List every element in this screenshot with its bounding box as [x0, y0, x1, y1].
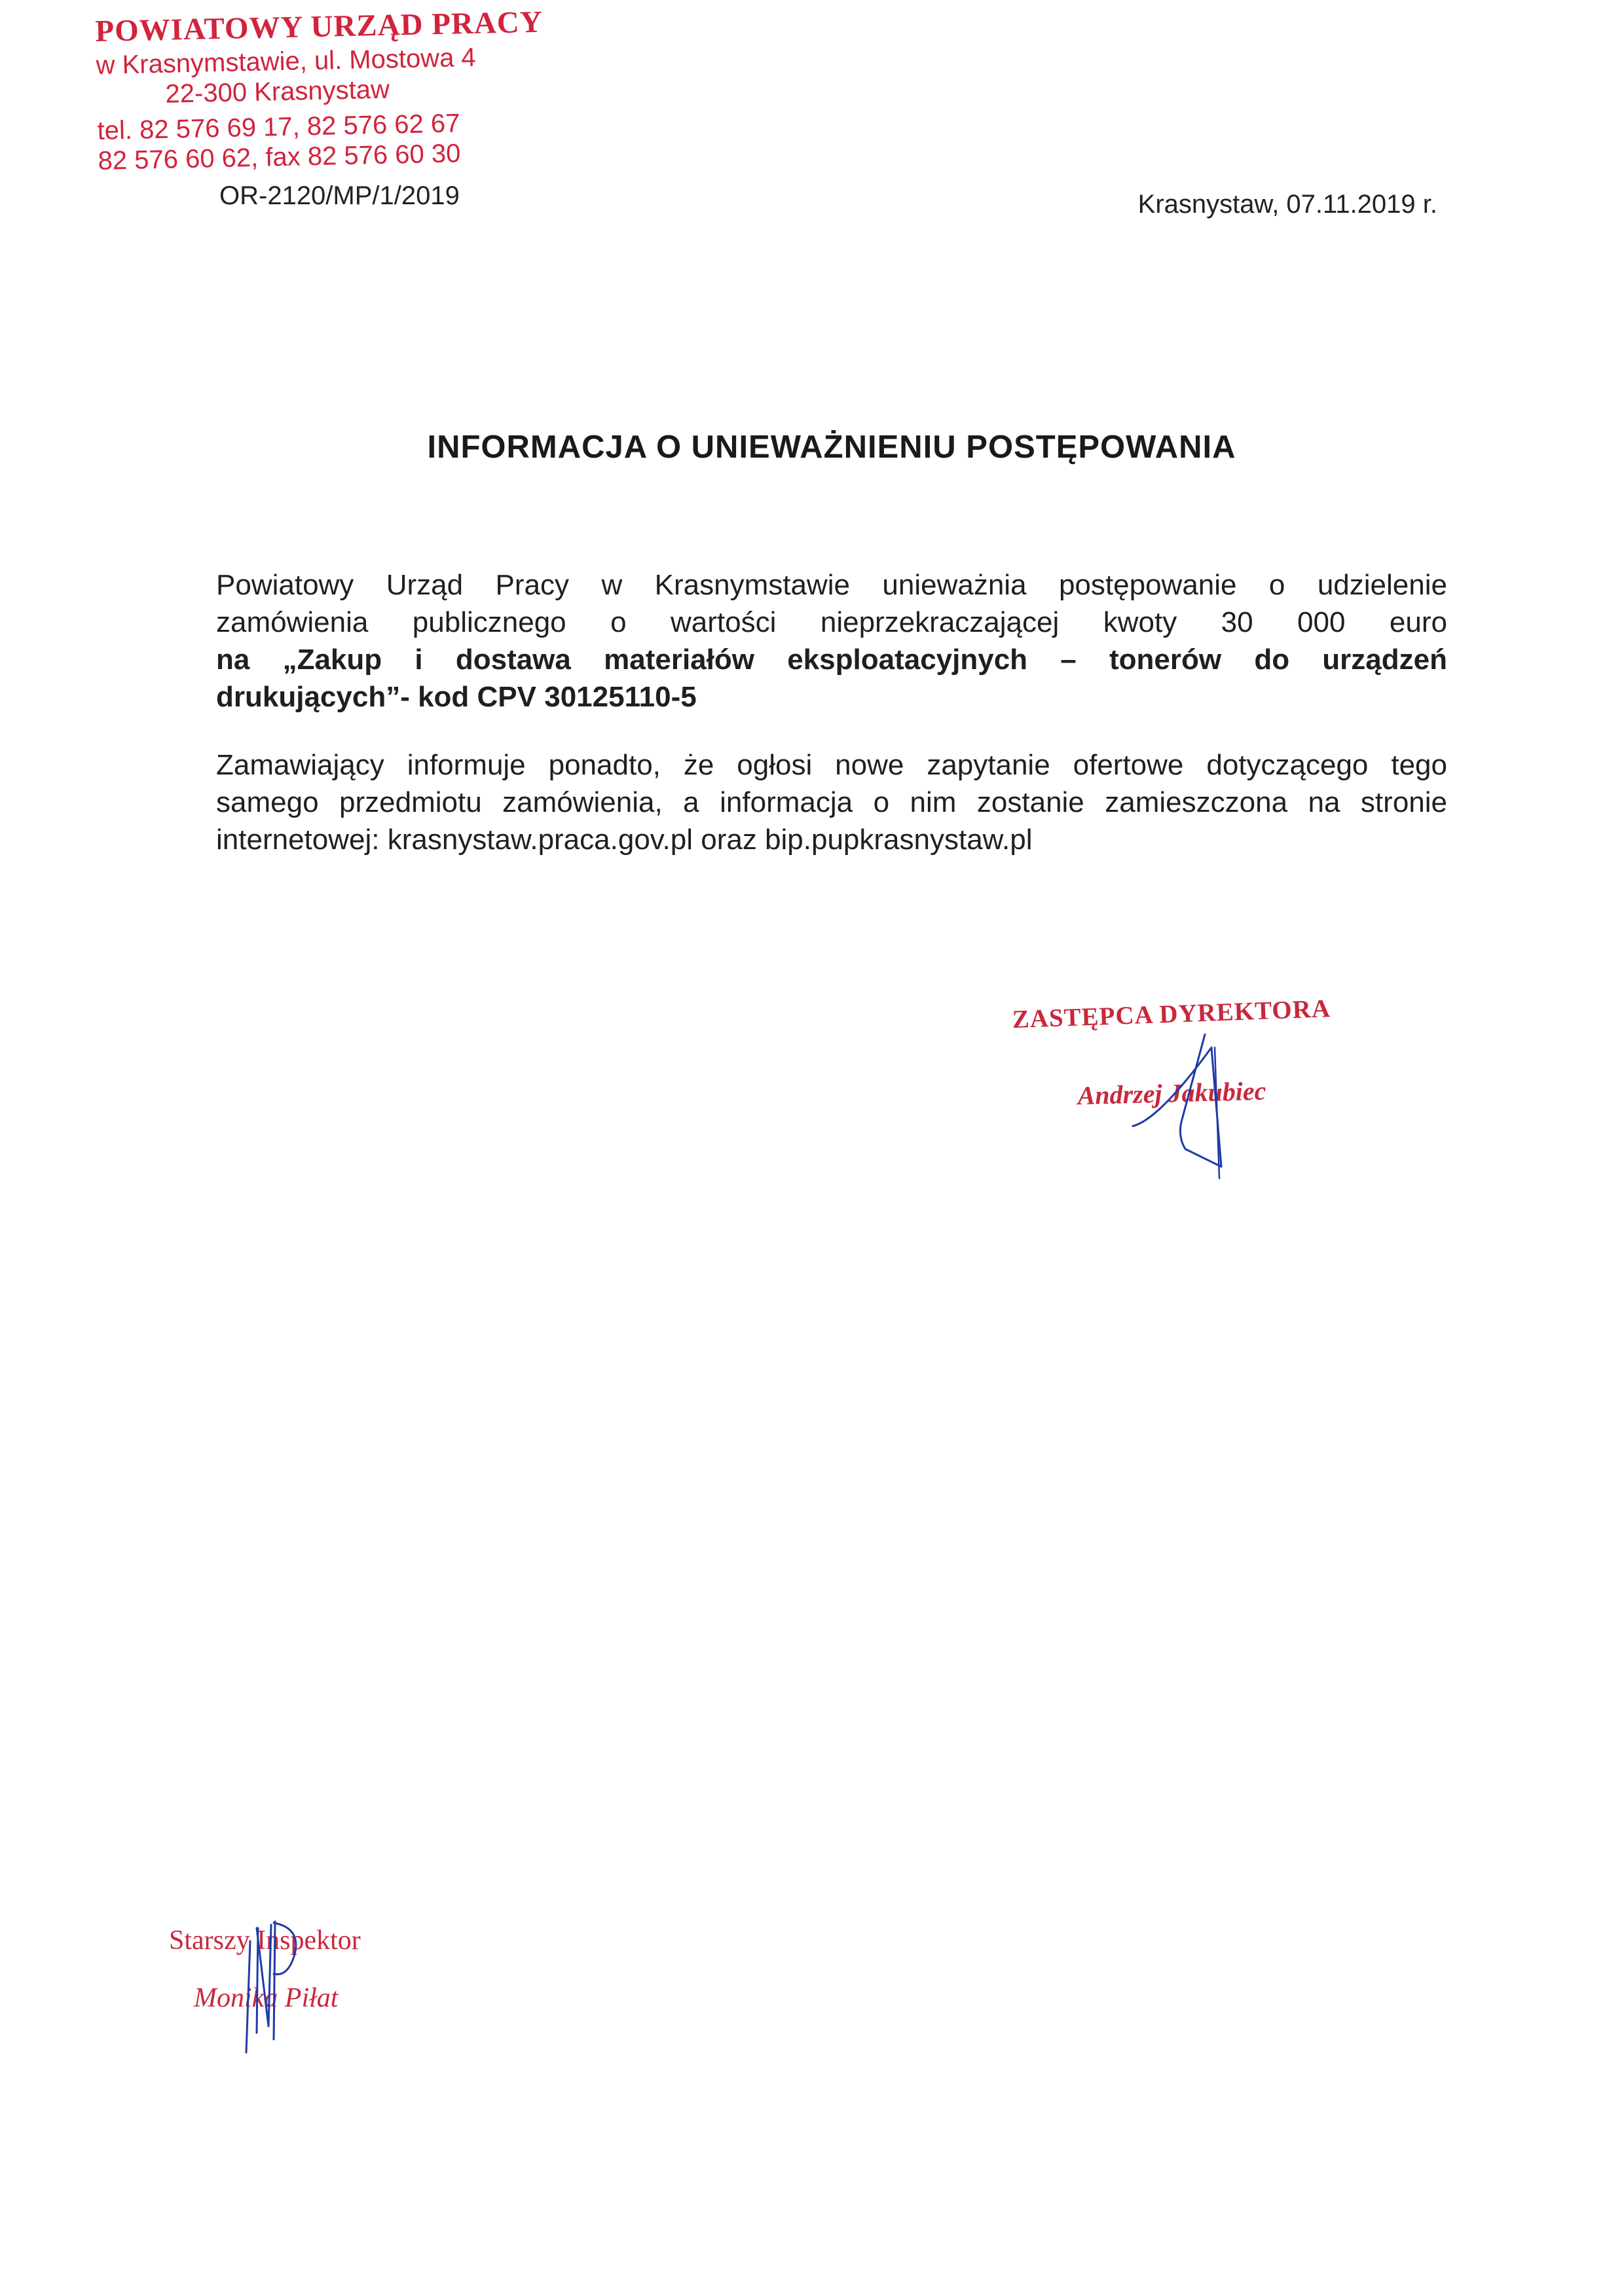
inspector-name: Monika Piłat — [194, 1983, 339, 2013]
stamp-phones: tel. 82 576 69 17, 82 576 62 67 — [97, 109, 460, 145]
paragraph-line: internetowej: krasnystaw.praca.gov.pl oraz bip.pupkrasnystaw.pl — [216, 824, 1033, 856]
paragraph-line-bold: na „Zakup i dostawa materiałów eksploatacyjnych – tonerów do urządzeń — [216, 644, 1447, 676]
stamp-organization: POWIATOWY URZĄD PRACY — [94, 5, 544, 48]
office-stamp — [94, 5, 544, 175]
paragraph-notice — [216, 746, 1447, 858]
paragraph-line: zamówienia publicznego o wartości nieprzekraczającej kwoty 30 000 euro — [216, 606, 1447, 638]
inspector-signature-stamp — [169, 1925, 444, 2014]
stamp-phones-fax: 82 576 60 62, fax 82 576 60 30 — [98, 139, 461, 175]
paragraph-line: Zamawiający informuje ponadto, że ogłosi nowe zapytanie ofertowe dotyczącego tego — [216, 749, 1447, 781]
reference-number: OR-2120/MP/1/2019 — [219, 181, 460, 210]
stamp-address: w Krasnymstawie, ul. Mostowa 4 — [96, 43, 477, 80]
paragraph-line-bold: drukujących”- kod CPV 30125110-5 — [216, 681, 697, 713]
director-role: ZASTĘPCA DYREKTORA — [1012, 994, 1331, 1034]
inspector-role: Starszy Inspektor — [169, 1925, 361, 1956]
inspector-handwritten-initials — [242, 1915, 301, 2066]
director-handwritten-signature — [1107, 1021, 1257, 1178]
document-title: INFORMACJA O UNIEWAŻNIENIU POSTĘPOWANIA — [427, 429, 1236, 465]
director-name: Andrzej Jakubiec — [1077, 1076, 1266, 1110]
place-date: Krasnystaw, 07.11.2019 r. — [1137, 190, 1437, 219]
stamp-postal: 22-300 Krasnystaw — [165, 75, 390, 109]
paragraph-line: samego przedmiotu zamówienia, a informacja o nim zostanie zamieszczona na stronie — [216, 786, 1447, 818]
paragraph-line: Powiatowy Urząd Pracy w Krasnymstawie unieważnia postępowanie o udzielenie — [216, 569, 1447, 601]
paragraph-cancellation — [216, 566, 1447, 716]
